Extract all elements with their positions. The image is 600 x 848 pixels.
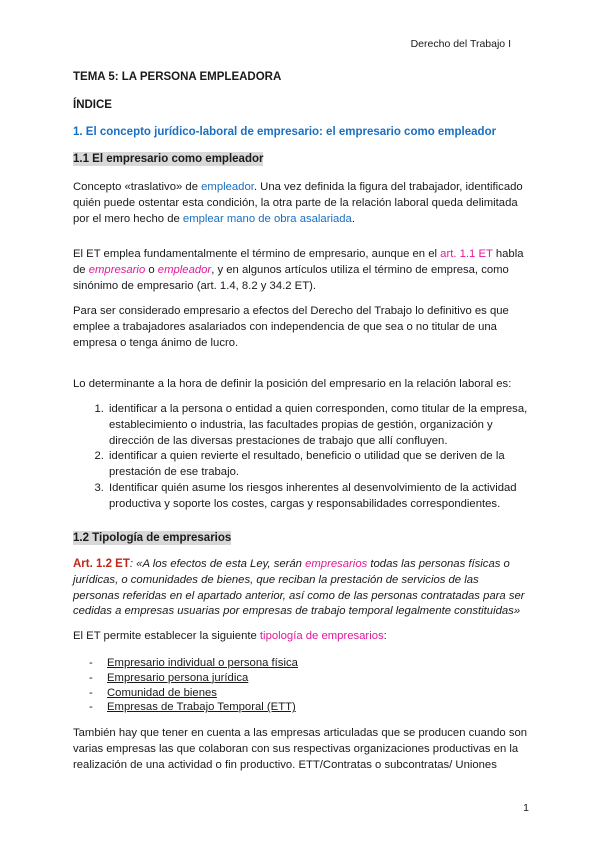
list-item: [73, 671, 528, 686]
type-label[interactable]: Empresario persona jurídica: [107, 671, 249, 684]
subsection-1-1-highlight: 1.1 El empresario como empleador: [73, 153, 264, 165]
p5-text-1: El ET permite establecer la siguiente: [73, 630, 260, 642]
article-quote: [73, 557, 528, 620]
tema-title: TEMA 5: LA PERSONA EMPLEADORA: [73, 71, 282, 83]
p5-text-2: :: [383, 630, 387, 642]
list-item: [73, 686, 528, 701]
p1-text-3: .: [351, 212, 355, 225]
criteria-item: 3. Identificar quién asume los riesgos inherentes al desenvolvimiento de la actividad productiva y soporte los costes, cargas y responsabilidades correspondientes.: [107, 481, 528, 513]
p2-text-1: El ET emplea fundamentalmente el término de empresario, aunque en el: [73, 248, 441, 260]
criteria-list: [73, 402, 528, 513]
paragraph-empresas-articuladas: También hay que tener en cuenta a las empresas articuladas que se producen cuando son varias empresas las que colaboran con sus respectivas organizaciones productivas en la realización de una actividad o fin productivo. ETT/Contratas o subcontratas/ Uniones: [73, 727, 528, 771]
p1-text-2: . Una vez definida la figura del trabajador, identificado quién puede ostentar esta condición, la otra parte de la relación laboral queda delimitada por el mero hecho de: [73, 181, 523, 225]
section-1-title: 1. El concepto jurídico-laboral de empresario: el empresario como empleador: [73, 126, 497, 138]
criteria-item: 2. identificar a quien revierte el resultado, beneficio o utilidad que se deriven de la prestación de ese trabajo.: [107, 449, 528, 481]
list-item: [73, 700, 528, 715]
type-label[interactable]: Empresas de Trabajo Temporal (ETT): [107, 701, 296, 714]
subsection-1-1-title: [73, 152, 528, 168]
p2-text-4: , y en algunos artículos utiliza el término de empresa, como sinónimo de empresario (art. 1.4, 8.2 y 34.2 ET).: [73, 263, 509, 292]
term-empresario: empresario: [88, 263, 146, 276]
subsection-1-2-highlight: 1.2 Tipología de empresarios: [73, 532, 232, 544]
criteria-item: 1. identificar a la persona o entidad a quien corresponden, como titular de la empresa, establecimiento o industria, las facultades propias de gestión, organización y dirección de las diversas prestaciones de trabajo que allí confluyen.: [107, 402, 528, 449]
subsection-1-2-title: [73, 531, 528, 547]
paragraph-empleador: [73, 180, 528, 227]
page-number: 1: [523, 802, 529, 814]
term-tipologia: tipología de empresarios: [259, 630, 384, 642]
list-item: [73, 656, 528, 671]
paragraph-tipologia: [73, 629, 528, 645]
link-emplear-mano-obra[interactable]: emplear mano de obra asalariada: [182, 212, 352, 225]
p2-text-2: habla de: [73, 248, 524, 276]
type-label[interactable]: Comunidad de bienes: [107, 686, 217, 699]
link-empleador[interactable]: empleador: [201, 181, 254, 193]
quote-text-1: : «A los efectos de esta Ley, serán: [129, 558, 306, 570]
article-reference: Art. 1.2 ET: [73, 558, 130, 570]
quote-text-2: todas las personas físicas o jurídicas, o comunidades de bienes, que reciban la prestación de servicios de las personas referidas en el apartado anterior, así como de las personas contratadas para ser cedidas a empresas usuarias por empresas de trabajo temporal legalmente constituidas»: [73, 558, 525, 618]
type-label[interactable]: Empresario individual o persona física: [107, 657, 298, 669]
term-empresarios: empresarios: [305, 558, 368, 570]
running-header: Derecho del Trabajo I: [410, 38, 511, 50]
paragraph-definitivo: Para ser considerado empresario a efectos del Derecho del Trabajo lo definitivo es que emplee a trabajadores asalariados con independencia de que sea o no titular de una empresa o tenga ánimo de lucro.: [73, 305, 509, 349]
link-art-1-1-et[interactable]: art. 1.1 ET: [440, 248, 493, 260]
p1-text-1: Concepto «traslativo» de: [73, 181, 202, 193]
types-list: [73, 656, 528, 715]
indice-heading: ÍNDICE: [73, 99, 112, 111]
paragraph-et-termino: [73, 247, 528, 294]
p2-text-3: o: [145, 263, 158, 276]
paragraph-determinante: Lo determinante a la hora de definir la posición del empresario en la relación laboral es:: [73, 378, 512, 390]
term-empleador: empleador: [157, 263, 212, 276]
